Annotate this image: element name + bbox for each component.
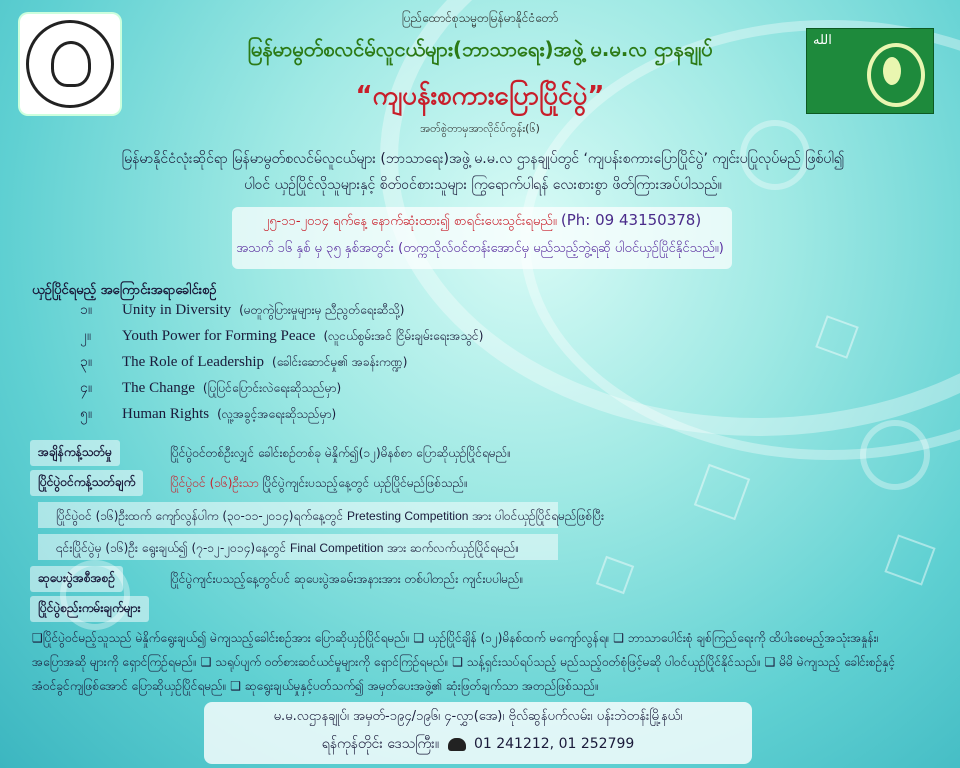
final-post: အား ဆက်လက်ယှဉ်ပြိုင်ရမည်။ xyxy=(387,541,520,555)
topic-number: ၂။ xyxy=(80,328,92,344)
participant-limit-label: ပြိုင်ပွဲဝင်ကန့်သတ်ချက် xyxy=(30,470,143,496)
pretest-post: အား ပါဝင်ယှဉ်ပြိုင်ရမည်ဖြစ်ပြီး xyxy=(472,509,605,523)
time-limit-text: ပြိုင်ပွဲဝင်တစ်ဦးလျှင် ခေါင်းစဉ်တစ်ခု မဲနှိုက်၍(၁၂)မိနစ်စာ ပြောဆိုယှဉ်ပြိုင်ရမည်။ xyxy=(170,446,511,460)
pretest-text xyxy=(56,508,604,526)
footer-address: မ.မ.လဌာနချုပ်၊ အမှတ်-၁၉၄/၁၉၆၊ ၄-လွှာ(အေ)၊ ဗိုလ်ဆွန်ပက်လမ်း၊ ပန်းဘဲတန်းမြို့နယ်၊ xyxy=(273,709,683,724)
topic-item xyxy=(80,326,483,347)
deadline-text: ၂၅-၁၁-၂၀၁၄ ရက်နေ့ နောက်ဆုံးထား၍ စာရင်းပေးသွင်းရမည်။ xyxy=(262,214,557,229)
topic-item xyxy=(80,352,407,373)
contact-phone: (Ph: 09 43150378) xyxy=(560,211,702,229)
country-heading: ပြည်ထောင်စုသမ္မတမြန်မာနိုင်ငံတော် xyxy=(401,11,559,25)
topic-english: The Change xyxy=(122,380,195,396)
topic-myanmar: (ခေါင်းဆောင်မှု၏ အခန်းကဏ္ဍ) xyxy=(272,355,408,369)
rules-label: ပြိုင်ပွဲစည်းကမ်းချက်များ xyxy=(30,596,149,622)
final-english: Final Competition xyxy=(290,541,384,555)
topic-number: ၄။ xyxy=(80,380,93,396)
pretest-pre: ပြိုင်ပွဲဝင် (၁၆)ဦးထက် ကျော်လွန်ပါက (၃၀-၁၁-၂၀၁၄)ရက်နေ့တွင် xyxy=(56,509,344,523)
topic-number: ၁။ xyxy=(80,302,93,318)
organization-name: မြန်မာမွတ်စလင်မ်လူငယ်များ(ဘာသာရေး)အဖွဲ့ မ.မ.လ ဌာနချုပ် xyxy=(247,37,713,61)
intro-paragraph xyxy=(38,146,928,198)
participant-limit-text xyxy=(170,475,468,493)
participant-limit-detail: ပြိုင်ပွဲကျင်းပသည့်နေ့တွင် ယှဉ်ပြိုင်မည်ဖြစ်သည်။ xyxy=(262,476,468,490)
topic-myanmar: (ပြုပြင်ပြောင်းလဲရေးဆိုသည်မှာ) xyxy=(202,381,342,395)
calligraphy-text: الله xyxy=(813,33,832,48)
topic-number: ၅။ xyxy=(80,406,93,422)
topic-myanmar: (မတူကွဲပြားမှုများမှ ညီညွတ်ရေးဆီသို့) xyxy=(239,303,405,317)
topic-myanmar: (လူငယ်စွမ်းအင် ငြိမ်းချမ်းရေးအသွင်) xyxy=(323,329,484,343)
topic-item xyxy=(80,378,341,399)
event-subtitle: အတ်စွဲတာမှအာလိုင်ပ်ကွန်း(၆) xyxy=(420,122,540,135)
prize-text: ပြိုင်ပွဲကျင်းပသည့်နေ့တွင်ပင် ဆုပေးပွဲအခမ်းအနားအား တစ်ပါတည်း ကျင်းပပါမည်။ xyxy=(170,572,524,586)
final-text xyxy=(56,540,519,558)
prize-label: ဆုပေးပွဲအစီအစဉ် xyxy=(30,566,123,592)
rules-text: ❑ပြိုင်ပွဲဝင်မည့်သူသည် မဲနှိုက်ရွေးချယ်၍ မဲကျသည့်ခေါင်းစဉ်အား ပြောဆိုယှဉ်ပြိုင်ရမည်။ ❑ ယှဉ်ပြိုင်ချိန် (၁၂)မိနစ်ထက် မကျော်လွန်ရ။ ❑ ဘာသာပေါင်းစုံ ချစ်ကြည်ရေးကို ထိပါးစေမည့်အသုံးအနှုန်း၊ အပြောအဆို များကို ရှောင်ကြဉ်ရမည်။ ❑ သရုပ်ပျက် ဝတ်စားဆင်ယင်မှုများကို ရှောင်ကြဉ်ရမည်။ ❑ သန့်ရှင်းသပ်ရပ်သည့် မည်သည့်ဝတ်စုံဖြင့်မဆို ပါဝင်ယှဉ်ပြိုင်နိုင်သည်။ ❑ မိမိ မဲကျသည့် ခေါင်းစဉ်နှင့် အံဝင်ခွင်ကျဖြစ်အောင် ပြောဆိုယှဉ်ပြိုင်ရမည်။ ❑ ဆုရွေးချယ်မှုနှင့်ပတ်သက်၍ အမှတ်ပေးအဖွဲ့၏ ဆုံးဖြတ်ချက်သာ အတည်ဖြစ်သည်။ xyxy=(32,631,896,693)
registration-deadline xyxy=(232,211,732,232)
footer-city: ရန်ကုန်တိုင်း ဒေသကြီး။ xyxy=(321,736,440,752)
topic-item xyxy=(80,300,404,321)
intro-line-1: မြန်မာနိုင်ငံလုံးဆိုင်ရာ မြန်မာမွတ်စလင်မ်လူငယ်များ (ဘာသာရေး)အဖွဲ့ မ.မ.လ ဌာနချုပ်တွင် ‘ကျပန်းစကားပြောပြိုင်ပွဲ’ ကျင်းပပြုလုပ်မည် ဖြစ်ပါ၍ xyxy=(121,151,845,167)
topic-english: Unity in Diversity xyxy=(122,302,232,318)
topic-english: Youth Power for Forming Peace xyxy=(122,328,316,344)
topics-heading: ယှဉ်ပြိုင်ရမည့် အကြောင်းအရာခေါင်းစဉ် xyxy=(32,283,217,298)
topic-number: ၃။ xyxy=(80,354,93,370)
time-limit-label: အချိန်ကန့်သတ်မှု xyxy=(30,440,120,466)
footer-phones: 01 241212, 01 252799 xyxy=(473,736,635,752)
topic-english: The Role of Leadership xyxy=(122,354,265,370)
age-requirement: အသက် ၁၆ နှစ် မှ ၃၅ နှစ်အတွင်း (တက္ကသိုလ်ဝင်တန်းအောင်မှ မည်သည့်ဘွဲ့ရဆို ပါဝင်ယှဉ်ပြိုင်နိုင်သည်။) xyxy=(236,241,724,256)
pretest-english: Pretesting Competition xyxy=(347,509,469,523)
topic-item xyxy=(80,404,336,425)
topic-english: Human Rights xyxy=(122,406,210,422)
event-title: “ကျပန်းစကားပြောပြိုင်ပွဲ” xyxy=(355,81,605,111)
final-pre: ၎င်းပြိုင်ပွဲမှ (၁၆)ဦး ရွေးချယ်၍ (၇-၁၂-၂၀၁၄)နေ့တွင် xyxy=(56,541,287,555)
topic-myanmar: (လူ့အခွင့်အရေးဆိုသည်မှာ) xyxy=(217,407,337,421)
telephone-icon xyxy=(448,738,466,751)
footer-city-line xyxy=(204,734,752,755)
participant-count-highlight: ပြိုင်ပွဲဝင် (၁၆)ဦးသာ xyxy=(170,476,259,490)
intro-line-2: ပါဝင် ယှဉ်ပြိုင်လိုသူများနှင့် စိတ်ဝင်စားသူများ ကြွရောက်ပါရန် လေးစားစွာ ဖိတ်ကြားအပ်ပါသည်။ xyxy=(244,177,722,193)
